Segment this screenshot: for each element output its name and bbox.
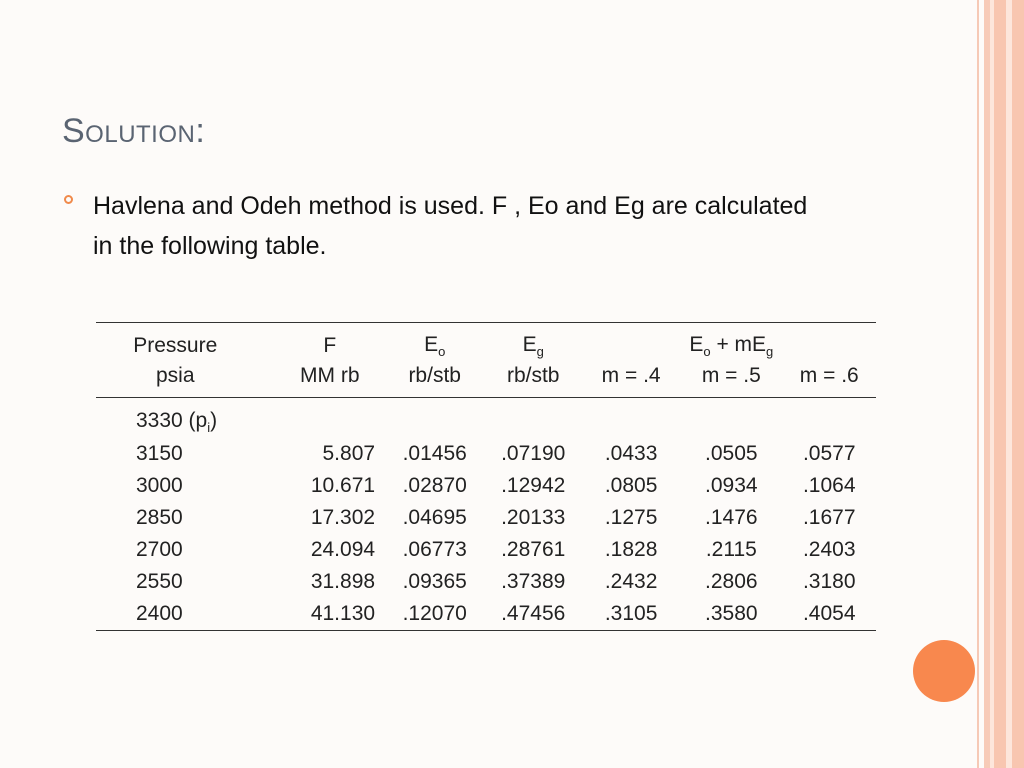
header-blank: [783, 323, 877, 360]
table-row: [96, 470, 876, 502]
cell-pressure: 2550: [136, 570, 183, 594]
header-eg-sub: g: [536, 344, 544, 360]
cell-f: 41.130: [255, 598, 386, 631]
cell-pressure: 2400: [96, 598, 255, 631]
cell-pressure: 3150: [136, 442, 183, 466]
header-m5: m = .5: [680, 359, 782, 398]
header-blank: [582, 323, 680, 360]
header-f-label: F: [323, 334, 337, 358]
cell-m5: .2115: [705, 538, 757, 562]
cell-m4: .3105: [582, 598, 680, 631]
cell-m5: .0505: [705, 442, 758, 466]
cell-eg: .20133: [501, 506, 566, 530]
cell-pressure: 2700: [136, 538, 183, 562]
table-row: [96, 534, 876, 566]
header-eg-unit: rb/stb: [484, 359, 582, 398]
header-eo-unit: rb/stb: [385, 359, 484, 398]
header-eo: [385, 323, 484, 360]
cell-eo: .12070: [385, 598, 484, 631]
header-eo-label: E: [424, 333, 439, 356]
cell-pressure: 2850: [136, 506, 183, 530]
cell-m5: .2806: [705, 570, 758, 594]
cell-f: 10.671: [310, 474, 376, 498]
cell-m6: .3180: [802, 570, 856, 594]
cell-m5: .0934: [705, 474, 758, 498]
cell-m6: .1064: [802, 474, 856, 498]
header-pressure: Pressure: [96, 323, 255, 360]
table-subheader-row: [96, 359, 876, 398]
cell-m6: .2403: [802, 538, 856, 562]
header-m4: m = .4: [582, 359, 680, 398]
bullet-circle-icon: [64, 195, 73, 204]
cell-eo: .06773: [402, 538, 467, 562]
table-row: [96, 438, 876, 470]
table-row: [96, 598, 876, 631]
cell-f: 5.807: [322, 442, 376, 466]
cell-m5: .3580: [680, 598, 782, 631]
header-emg-mid: + mE: [710, 333, 767, 356]
bullet-item: [62, 186, 822, 266]
cell-m4: .2432: [604, 570, 658, 594]
cell-eg: .47456: [484, 598, 582, 631]
header-emg-sub1: o: [703, 344, 711, 360]
cell-f: 31.898: [310, 570, 376, 594]
header-eg-label: E: [522, 333, 537, 356]
cell-m6: .0577: [802, 442, 856, 466]
cell-eo: .04695: [402, 506, 467, 530]
initial-pressure-sub: i: [207, 420, 211, 436]
cell-f: 24.094: [310, 538, 376, 562]
cell-eg: .12942: [501, 474, 566, 498]
cell-eo: .02870: [402, 474, 467, 498]
cell-m5: .1476: [705, 506, 758, 530]
cell-m4: .1828: [604, 538, 658, 562]
header-pressure-unit: psia: [96, 359, 255, 398]
table-row: [96, 398, 876, 439]
cell-f: 17.302: [310, 506, 376, 530]
slide-title: Solution:: [62, 112, 206, 150]
table-header-row: [96, 323, 876, 360]
header-eo-sub: o: [438, 344, 446, 360]
bullet-text: Havlena and Odeh method is used. F , Eo and Eg are calculated in the following table.: [93, 192, 808, 260]
results-table: [96, 322, 876, 631]
decorative-circle: [913, 640, 975, 702]
decorative-stripe: [1012, 0, 1024, 768]
cell-m6: .1677: [802, 506, 856, 530]
cell-initial-pressure: [96, 398, 255, 439]
initial-pressure-text: 3330 (p: [136, 409, 208, 433]
header-m6: m = .6: [783, 359, 877, 398]
initial-pressure-close: ): [210, 409, 218, 433]
cell-eg: .28761: [501, 538, 566, 562]
header-f-unit: [255, 359, 386, 398]
header-f-unit-label: MM rb: [300, 364, 360, 388]
cell-m6: .4054: [783, 598, 877, 631]
cell-eo: .09365: [402, 570, 467, 594]
cell-pressure: 3000: [136, 474, 183, 498]
table-row: [96, 502, 876, 534]
header-eg: [484, 323, 582, 360]
cell-eg: .37389: [501, 570, 566, 594]
cell-m4: .0805: [604, 474, 658, 498]
cell-eo: .01456: [402, 442, 467, 466]
cell-m4: .0433: [604, 442, 658, 466]
header-f: [255, 323, 386, 360]
header-eo-meg: [680, 323, 782, 360]
header-emg-e: E: [689, 333, 704, 356]
header-emg-sub2: g: [766, 344, 774, 360]
table-row: [96, 566, 876, 598]
decorative-stripe: [994, 0, 1006, 768]
cell-eg: .07190: [501, 442, 566, 466]
cell-m4: .1275: [604, 506, 658, 530]
decorative-stripe: [977, 0, 979, 768]
